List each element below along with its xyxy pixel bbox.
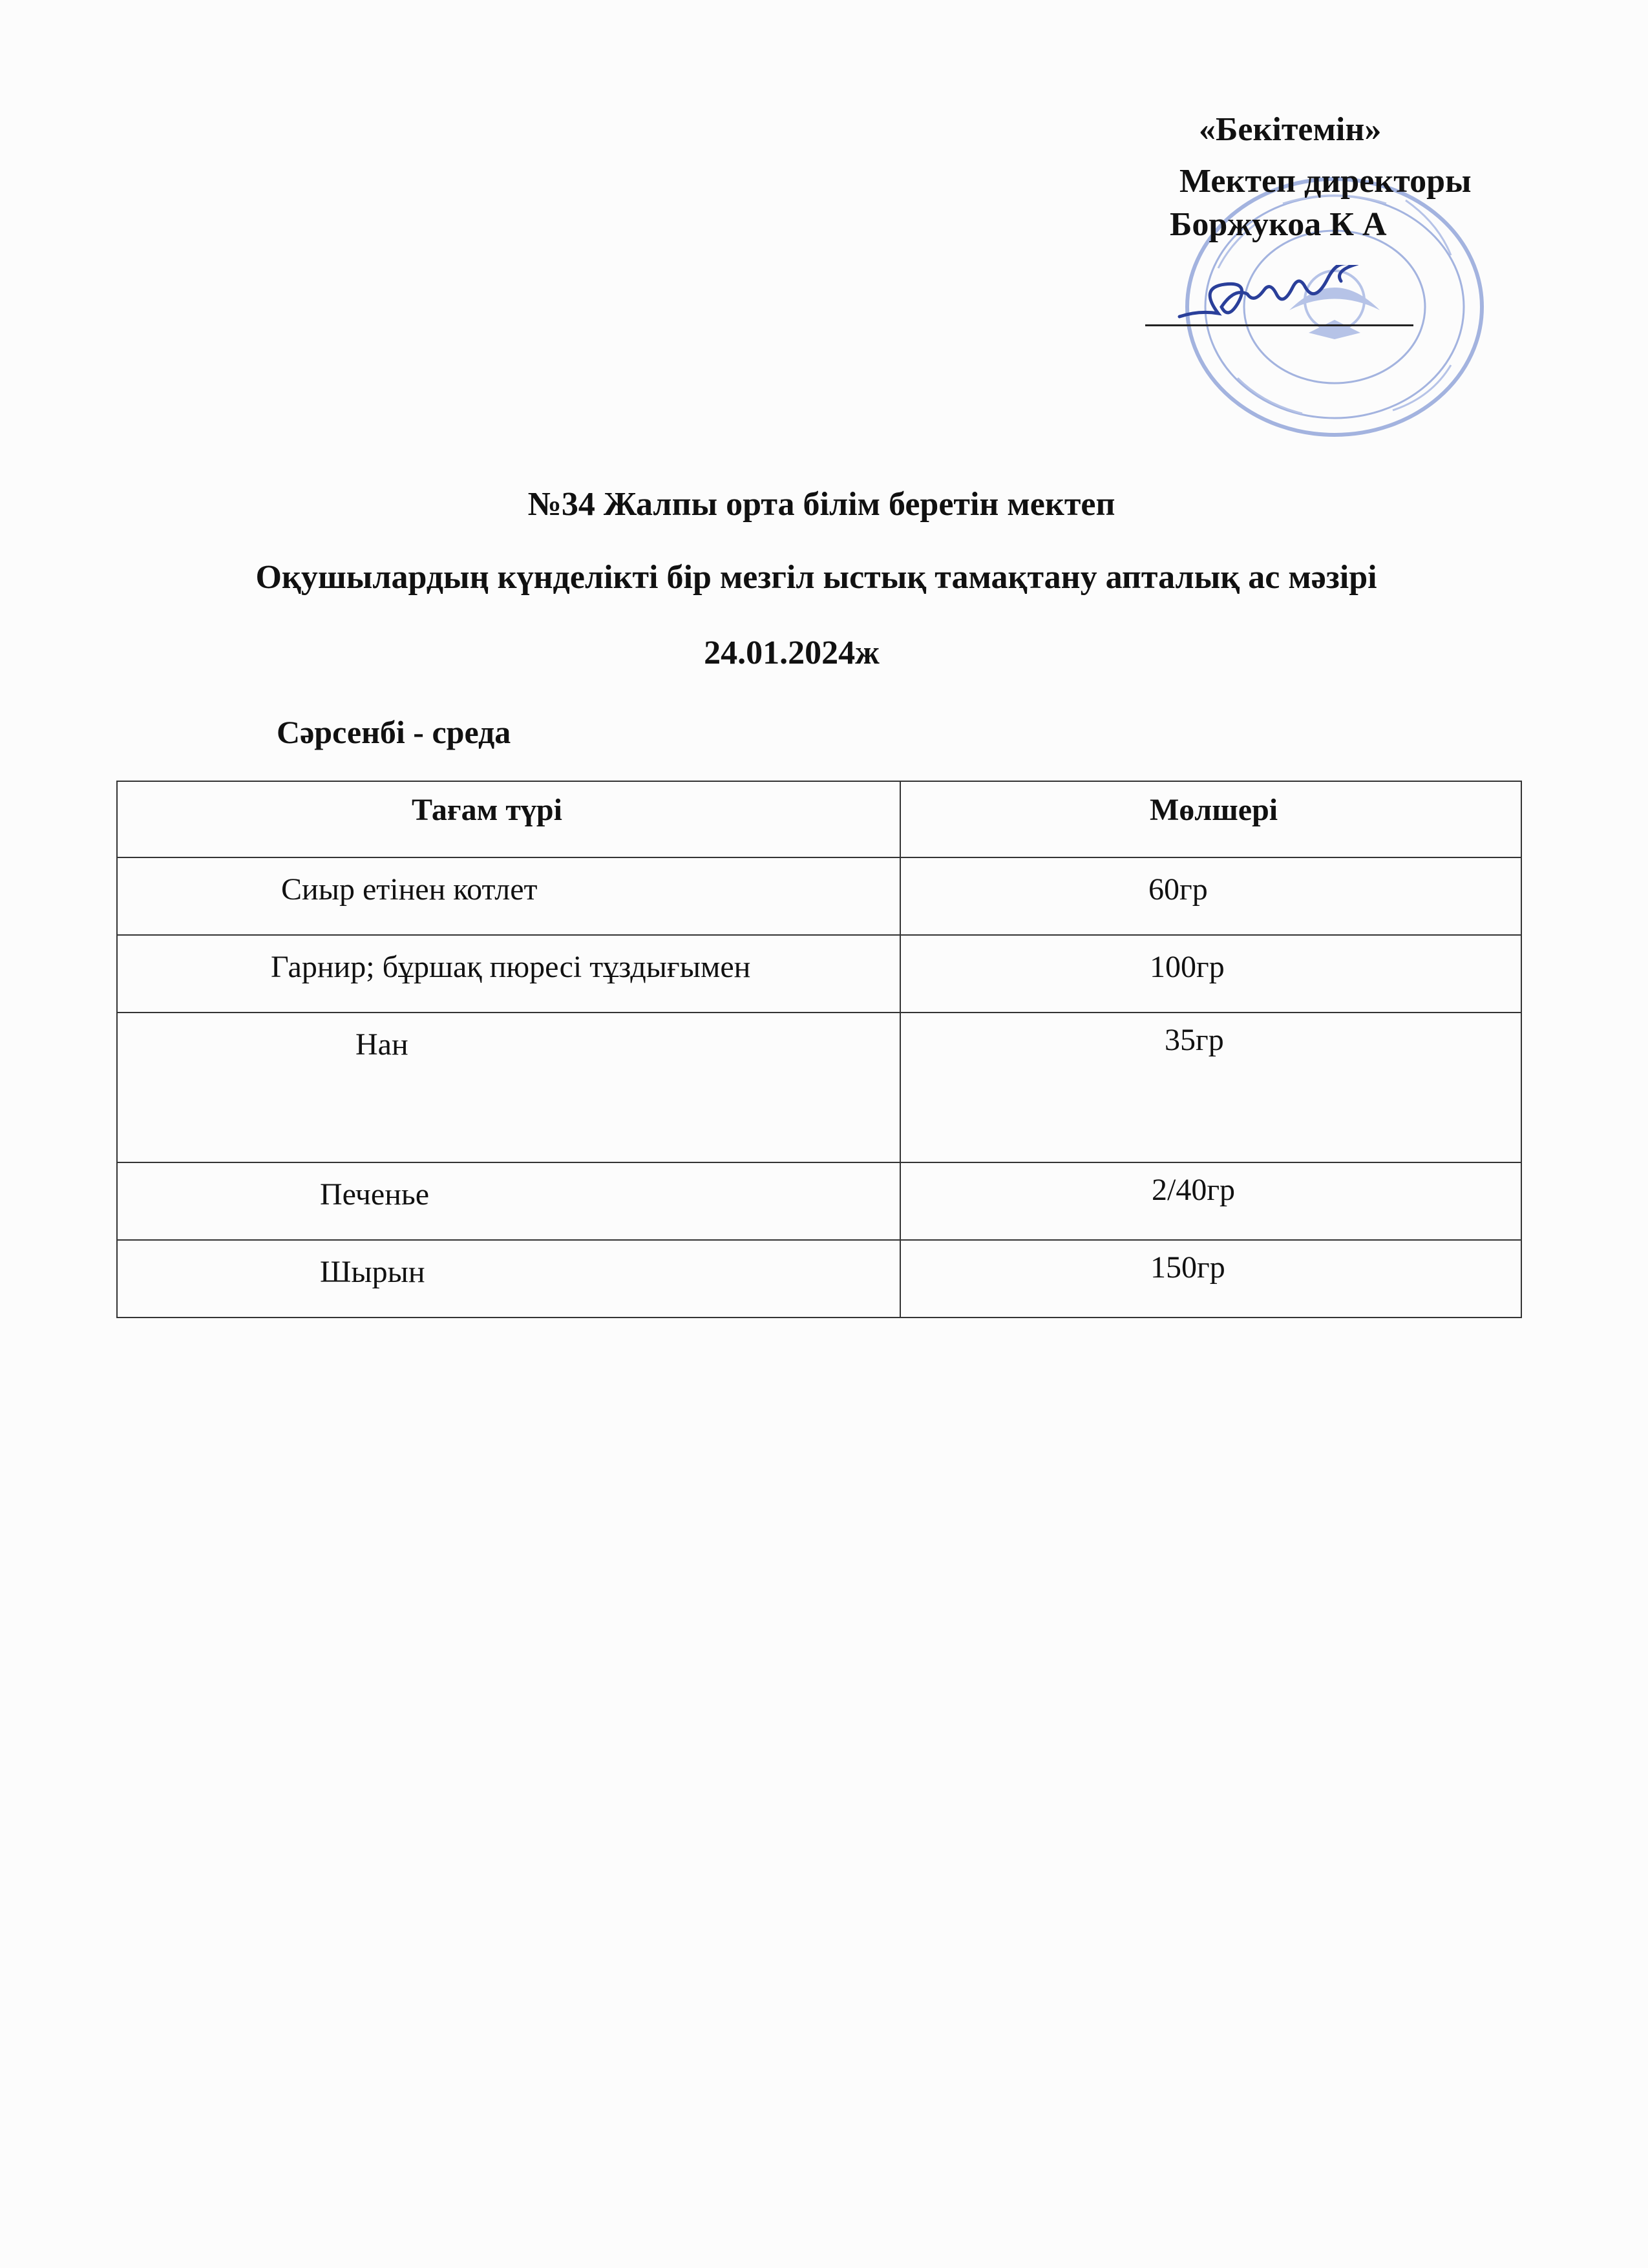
table-row xyxy=(117,1162,1521,1240)
amount-cell xyxy=(900,1013,1521,1162)
dish-amount: 2/40гр xyxy=(1152,1173,1236,1207)
menu-date: 24.01.2024ж xyxy=(704,635,880,671)
director-name: Боржукоа К А xyxy=(1170,206,1387,243)
dish-cell xyxy=(117,935,900,1013)
dish-name: Гарнир; бұршақ пюресі тұздығымен xyxy=(271,950,751,984)
dish-name: Печенье xyxy=(320,1177,430,1212)
dish-amount: 150гр xyxy=(1150,1250,1225,1285)
amount-cell xyxy=(900,1162,1521,1240)
dish-name: Шырын xyxy=(320,1255,425,1289)
menu-title: Оқушылардың күнделікті бір мезгіл ыстық тамақтану апталық ас мәзірі xyxy=(255,559,1377,596)
amount-cell xyxy=(900,1240,1521,1318)
table-header-row xyxy=(117,781,1521,857)
column-header-dish-label: Тағам түрі xyxy=(412,793,562,827)
dish-name: Нан xyxy=(355,1027,408,1062)
table-row xyxy=(117,935,1521,1013)
approval-heading: «Бекітемін» xyxy=(1199,111,1382,148)
dish-amount: 60гр xyxy=(1148,872,1208,907)
dish-amount: 100гр xyxy=(1150,950,1225,984)
day-of-week: Сәрсенбі - среда xyxy=(277,714,511,750)
dish-cell xyxy=(117,1162,900,1240)
table-row xyxy=(117,1013,1521,1162)
dish-cell xyxy=(117,1013,900,1162)
amount-cell xyxy=(900,857,1521,935)
amount-cell xyxy=(900,935,1521,1013)
menu-table xyxy=(116,781,1522,1318)
dish-name: Сиыр етінен котлет xyxy=(281,872,538,907)
dish-cell xyxy=(117,857,900,935)
column-header-dish xyxy=(117,781,900,857)
column-header-amount-label: Мөлшері xyxy=(1150,793,1278,827)
dish-cell xyxy=(117,1240,900,1318)
column-header-amount xyxy=(900,781,1521,857)
signature-line xyxy=(1145,324,1413,326)
table-row xyxy=(117,857,1521,935)
table-row xyxy=(117,1240,1521,1318)
school-name: №34 Жалпы орта білім беретін мектеп xyxy=(527,486,1115,523)
director-title: Мектеп директоры xyxy=(1179,163,1472,200)
dish-amount: 35гр xyxy=(1165,1023,1224,1057)
